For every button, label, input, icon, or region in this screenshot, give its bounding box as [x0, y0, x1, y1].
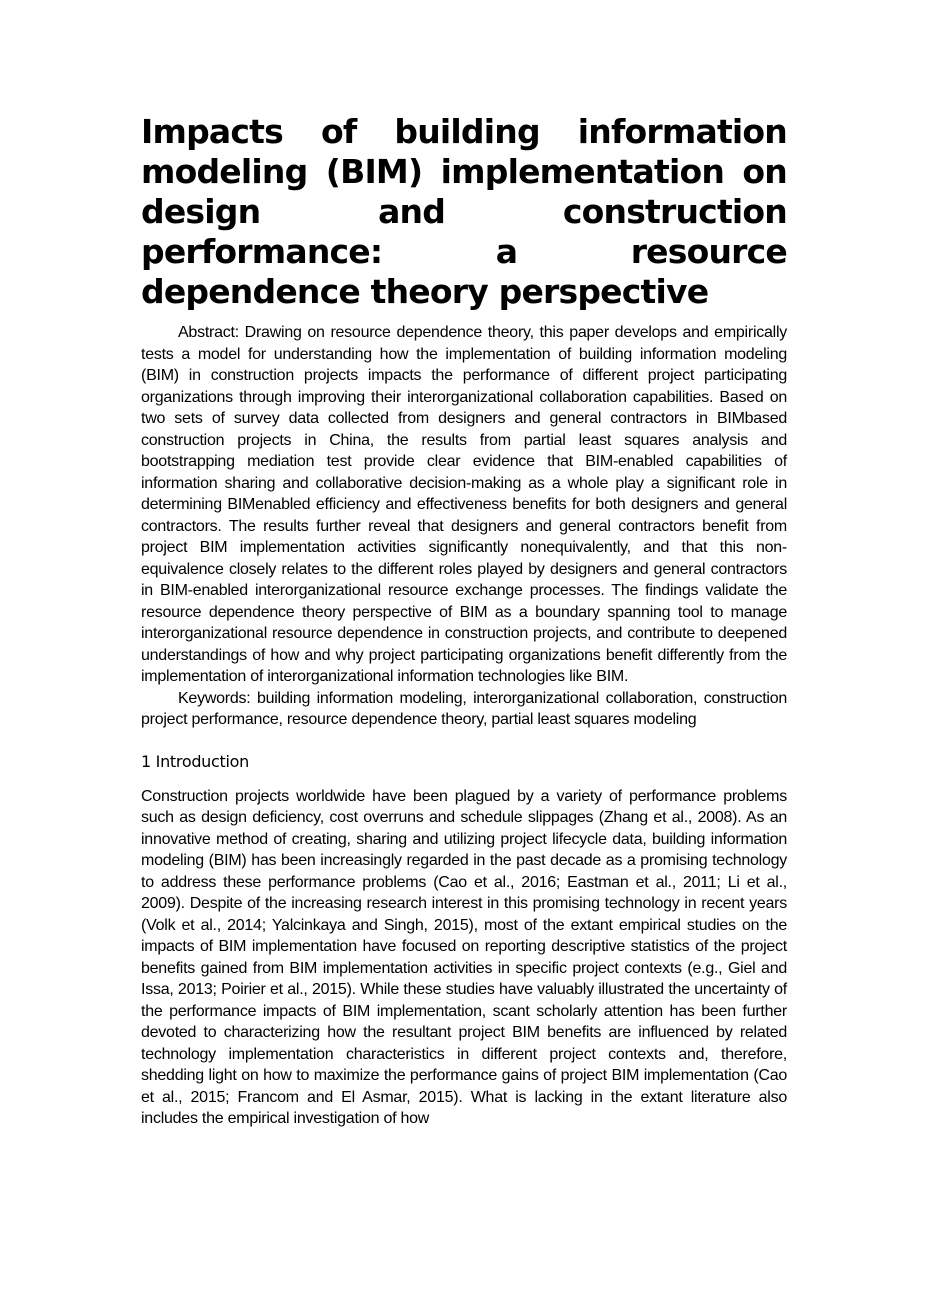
keywords-text: building information modeling, interorganizational collaboration, construction project performance, resource dependence theory, partial least squares modeling [141, 689, 788, 728]
abstract-label: Abstract: [178, 324, 239, 341]
abstract-text: Drawing on resource dependence theory, this paper develops and empirically tests a model for understanding how the implementation of building information modeling (BIM) in construction projects impacts the performance of different project participating organizations through improving their interorganizational collaboration capabilities. Based on two sets of survey data collected from designers and general contractors in BIMbased construction projects in China, the results from partial least squares analysis and bootstrapping mediation test provide clear evidence that BIM-enabled capabilities of information sharing and collaborative decision-making as a whole play a significant role in determining BIMenabled efficiency and effectiveness benefits for both designers and general contractors. The results further reveal that designers and general contractors benefit from project BIM implementation activities significantly nonequivalently, and that this non-equivalence closely relates to the different roles played by designers and general contractors in BIM-enabled interorganizational resource exchange processes. The findings validate the resource dependence theory perspective of BIM as a boundary spanning tool to manage interorganizational resource dependence in construction projects, and contribute to deepened understandings of how and why project participating organizations benefit differently from the implementation of interorganizational information technologies like BIM. [141, 324, 788, 685]
paper-page [141, 112, 787, 1130]
section-heading-introduction: 1 Introduction [141, 751, 249, 771]
abstract-paragraph [141, 322, 787, 688]
paper-title: Impacts of building information modeling (BIM) implementation on design and construction performance: a resource dependence theory perspective [141, 112, 787, 311]
introduction-paragraph: Construction projects worldwide have been plagued by a variety of performance problems such as design deficiency, cost overruns and schedule slippages (Zhang et al., 2008). As an innovative method of creating, sharing and utilizing project lifecycle data, building information modeling (BIM) has been increasingly regarded in the past decade as a promising technology to address these performance problems (Cao et al., 2016; Eastman et al., 2011; Li et al., 2009). Despite of the increasing research interest in this promising technology in recent years (Volk et al., 2014; Yalcinkaya and Singh, 2015), most of the extant empirical studies on the impacts of BIM implementation have focused on reporting descriptive statistics of the project benefits gained from BIM implementation activities in specific project contexts (e.g., Giel and Issa, 2013; Poirier et al., 2015). While these studies have valuably illustrated the uncertainty of the performance impacts of BIM implementation, scant scholarly attention has been further devoted to characterizing how the resultant project BIM benefits are influenced by related technology implementation characteristics in different project contexts and, therefore, shedding light on how to maximize the performance gains of project BIM implementation (Cao et al., 2015; Francom and El Asmar, 2015). What is lacking in the extant literature also includes the empirical investigation of how [141, 787, 787, 1127]
keywords-label: Keywords: [178, 689, 251, 707]
keywords-paragraph [141, 688, 787, 731]
